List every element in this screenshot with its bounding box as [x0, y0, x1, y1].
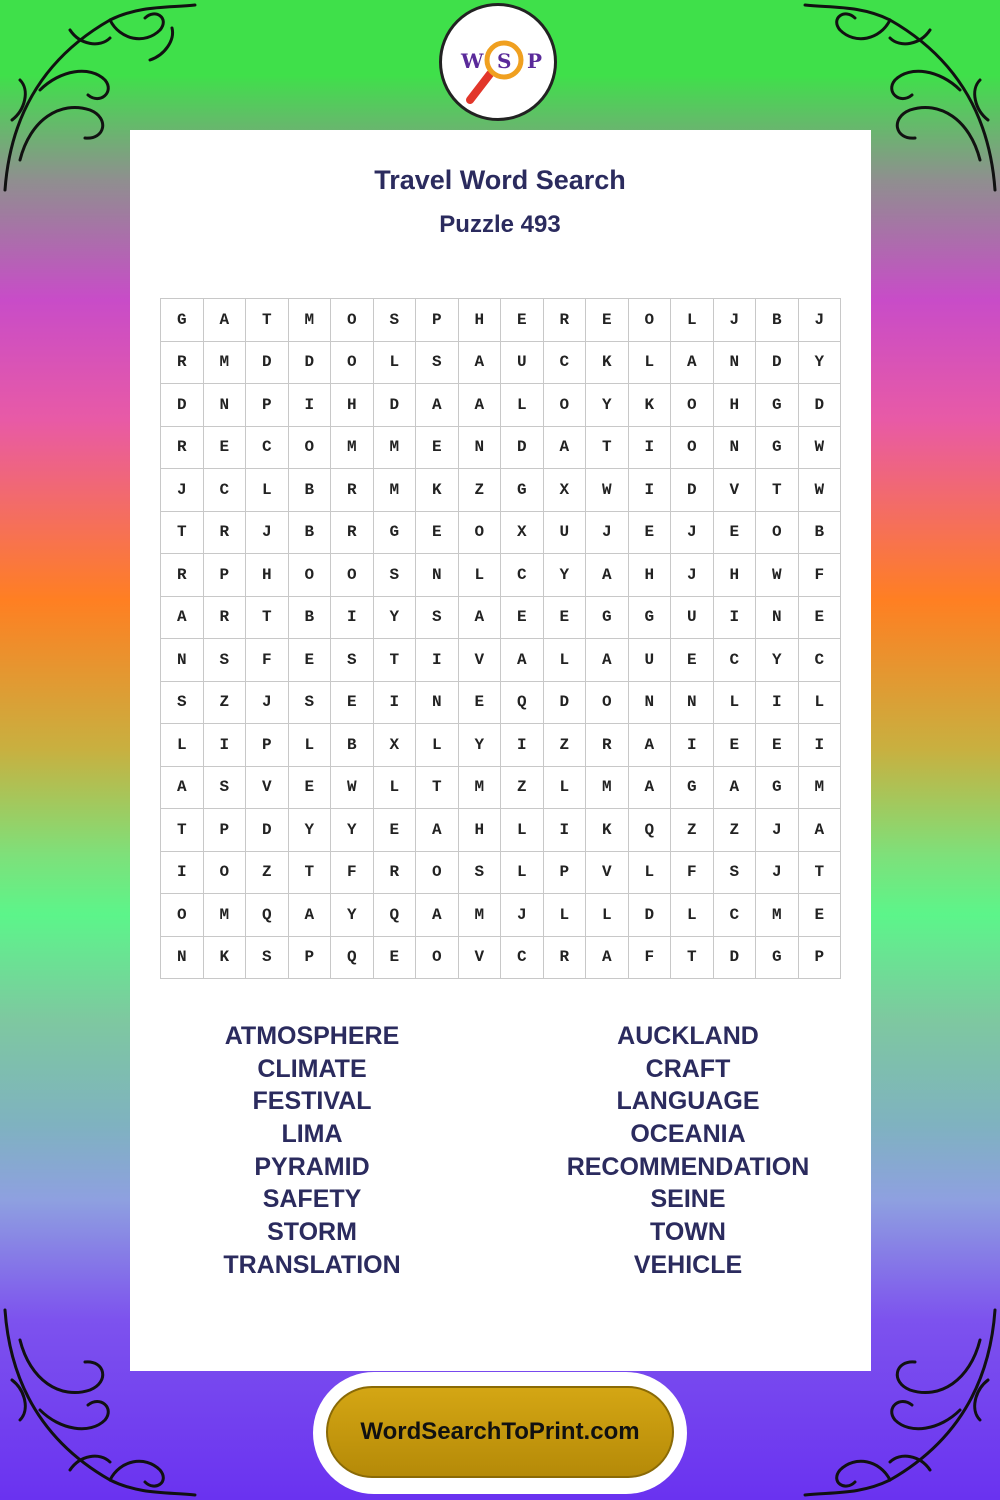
grid-cell[interactable]: G — [629, 597, 672, 640]
grid-cell[interactable]: G — [586, 597, 629, 640]
grid-cell[interactable]: M — [586, 767, 629, 810]
grid-cell[interactable]: I — [799, 724, 842, 767]
grid-cell[interactable]: O — [204, 852, 247, 895]
grid-cell[interactable]: M — [289, 299, 332, 342]
grid-cell[interactable]: N — [459, 427, 502, 470]
grid-cell[interactable]: S — [161, 682, 204, 725]
grid-cell[interactable]: G — [161, 299, 204, 342]
grid-cell[interactable]: W — [586, 469, 629, 512]
grid-cell[interactable]: L — [586, 894, 629, 937]
grid-cell[interactable]: D — [501, 427, 544, 470]
grid-cell[interactable]: K — [586, 809, 629, 852]
grid-cell[interactable]: D — [671, 469, 714, 512]
grid-cell[interactable]: N — [416, 554, 459, 597]
grid-cell[interactable]: E — [289, 767, 332, 810]
word-list-item: CLIMATE — [257, 1054, 367, 1083]
grid-cell[interactable]: R — [161, 554, 204, 597]
grid-cell[interactable]: P — [204, 809, 247, 852]
grid-cell[interactable]: E — [416, 512, 459, 555]
grid-cell[interactable]: S — [204, 767, 247, 810]
word-list-item: PYRAMID — [254, 1152, 370, 1181]
grid-cell[interactable]: H — [459, 809, 502, 852]
grid-cell[interactable]: L — [799, 682, 842, 725]
grid-cell[interactable]: A — [459, 342, 502, 385]
grid-cell[interactable]: E — [374, 809, 417, 852]
grid-cell[interactable]: D — [246, 342, 289, 385]
word-list-item: SAFETY — [262, 1185, 362, 1214]
grid-cell[interactable]: A — [629, 767, 672, 810]
grid-cell[interactable]: X — [374, 724, 417, 767]
puzzle-number: Puzzle 493 — [439, 211, 561, 238]
grid-cell[interactable]: K — [629, 384, 672, 427]
grid-cell[interactable]: E — [799, 894, 842, 937]
word-list-item: LIMA — [281, 1120, 343, 1149]
grid-cell[interactable]: E — [331, 682, 374, 725]
grid-cell[interactable]: E — [756, 724, 799, 767]
grid-cell[interactable]: E — [416, 427, 459, 470]
grid-cell[interactable]: M — [331, 427, 374, 470]
grid-cell[interactable]: U — [501, 342, 544, 385]
grid-cell[interactable]: M — [204, 894, 247, 937]
grid-cell[interactable]: L — [629, 342, 672, 385]
grid-cell[interactable]: U — [671, 597, 714, 640]
grid-cell[interactable]: U — [629, 639, 672, 682]
grid-cell[interactable]: C — [246, 427, 289, 470]
grid-cell[interactable]: P — [289, 937, 332, 980]
grid-cell[interactable]: M — [799, 767, 842, 810]
logo-letter-p: P — [527, 49, 543, 73]
grid-cell[interactable]: Z — [246, 852, 289, 895]
grid-cell[interactable]: A — [544, 427, 587, 470]
magnifier-icon — [448, 12, 548, 112]
grid-cell[interactable]: Q — [246, 894, 289, 937]
grid-cell[interactable]: Q — [629, 809, 672, 852]
grid-cell[interactable]: M — [459, 894, 502, 937]
grid-cell[interactable]: W — [799, 427, 842, 470]
grid-cell[interactable]: A — [161, 597, 204, 640]
grid-cell[interactable]: J — [756, 809, 799, 852]
grid-cell[interactable]: E — [544, 597, 587, 640]
grid-cell[interactable]: A — [586, 937, 629, 980]
grid-cell[interactable]: V — [586, 852, 629, 895]
grid-cell[interactable]: I — [416, 639, 459, 682]
grid-cell[interactable]: N — [204, 384, 247, 427]
grid-cell[interactable]: I — [756, 682, 799, 725]
grid-cell[interactable]: D — [374, 384, 417, 427]
grid-cell[interactable]: L — [501, 809, 544, 852]
grid-cell[interactable]: B — [289, 512, 332, 555]
grid-cell[interactable]: R — [544, 937, 587, 980]
grid-cell[interactable]: I — [714, 597, 757, 640]
grid-cell[interactable]: A — [204, 299, 247, 342]
word-list-right — [528, 1020, 848, 1282]
grid-cell[interactable]: R — [374, 852, 417, 895]
grid-cell[interactable]: O — [331, 342, 374, 385]
grid-cell[interactable]: J — [586, 512, 629, 555]
grid-cell[interactable]: M — [374, 427, 417, 470]
grid-cell[interactable]: G — [756, 937, 799, 980]
grid-cell[interactable]: P — [799, 937, 842, 980]
grid-cell[interactable]: E — [586, 299, 629, 342]
grid-cell[interactable]: Z — [671, 809, 714, 852]
grid-cell[interactable]: I — [204, 724, 247, 767]
grid-cell[interactable]: Q — [501, 682, 544, 725]
grid-cell[interactable]: H — [459, 299, 502, 342]
grid-cell[interactable]: P — [246, 724, 289, 767]
grid-cell[interactable]: M — [204, 342, 247, 385]
grid-cell[interactable]: R — [204, 597, 247, 640]
grid-cell[interactable]: A — [459, 597, 502, 640]
grid-cell[interactable]: L — [501, 852, 544, 895]
grid-cell[interactable]: E — [799, 597, 842, 640]
grid-cell[interactable]: O — [671, 384, 714, 427]
logo-letter-s: S — [497, 49, 512, 73]
site-logo[interactable] — [439, 3, 557, 121]
grid-cell[interactable]: D — [756, 342, 799, 385]
grid-cell[interactable]: L — [544, 894, 587, 937]
grid-cell[interactable]: B — [756, 299, 799, 342]
word-list-item: CRAFT — [645, 1054, 731, 1083]
grid-cell[interactable]: D — [289, 342, 332, 385]
grid-cell[interactable]: C — [204, 469, 247, 512]
grid-cell[interactable]: O — [629, 299, 672, 342]
grid-cell[interactable]: T — [246, 299, 289, 342]
grid-cell[interactable]: V — [459, 937, 502, 980]
grid-cell[interactable]: P — [544, 852, 587, 895]
grid-cell[interactable]: C — [714, 639, 757, 682]
grid-cell[interactable]: J — [161, 469, 204, 512]
grid-cell[interactable]: R — [331, 469, 374, 512]
grid-cell[interactable]: T — [799, 852, 842, 895]
grid-cell[interactable]: I — [501, 724, 544, 767]
grid-cell[interactable]: L — [289, 724, 332, 767]
grid-cell[interactable]: H — [331, 384, 374, 427]
grid-cell[interactable]: D — [629, 894, 672, 937]
grid-cell[interactable]: N — [714, 342, 757, 385]
grid-cell[interactable]: K — [586, 342, 629, 385]
grid-cell[interactable]: J — [756, 852, 799, 895]
grid-cell[interactable]: A — [416, 809, 459, 852]
grid-cell[interactable]: K — [204, 937, 247, 980]
grid-cell[interactable]: S — [204, 639, 247, 682]
grid-cell[interactable]: W — [799, 469, 842, 512]
grid-cell[interactable]: Y — [459, 724, 502, 767]
grid-cell[interactable]: A — [289, 894, 332, 937]
grid-cell[interactable]: L — [544, 639, 587, 682]
grid-cell[interactable]: N — [161, 937, 204, 980]
word-list-item: STORM — [267, 1218, 357, 1247]
logo-letter-w: W — [461, 49, 484, 73]
grid-cell[interactable]: O — [416, 937, 459, 980]
grid-cell[interactable]: E — [374, 937, 417, 980]
grid-cell[interactable]: O — [161, 894, 204, 937]
grid-cell[interactable]: A — [416, 894, 459, 937]
grid-cell[interactable]: Z — [204, 682, 247, 725]
site-link-button[interactable]: WordSearchToPrint.com — [326, 1386, 674, 1478]
grid-cell[interactable]: O — [544, 384, 587, 427]
word-list-item: TOWN — [650, 1218, 726, 1247]
grid-cell[interactable]: A — [714, 767, 757, 810]
page-title: Travel Word Search — [374, 165, 626, 195]
grid-cell[interactable]: N — [629, 682, 672, 725]
grid-cell[interactable]: I — [374, 682, 417, 725]
grid-cell[interactable]: N — [756, 597, 799, 640]
grid-cell[interactable]: L — [374, 342, 417, 385]
grid-cell[interactable]: M — [374, 469, 417, 512]
grid-cell[interactable]: B — [289, 597, 332, 640]
grid-cell[interactable]: I — [331, 597, 374, 640]
grid-cell[interactable]: L — [459, 554, 502, 597]
grid-cell[interactable]: A — [629, 724, 672, 767]
grid-cell[interactable]: F — [799, 554, 842, 597]
grid-cell[interactable]: N — [671, 682, 714, 725]
grid-cell[interactable]: O — [289, 427, 332, 470]
grid-cell[interactable]: B — [289, 469, 332, 512]
word-list-item: RECOMMENDATION — [566, 1152, 810, 1181]
grid-cell[interactable]: T — [756, 469, 799, 512]
grid-cell[interactable]: Z — [714, 809, 757, 852]
word-list-item: VEHICLE — [633, 1250, 743, 1279]
grid-cell[interactable]: T — [289, 852, 332, 895]
grid-cell[interactable]: S — [374, 299, 417, 342]
grid-cell[interactable]: S — [374, 554, 417, 597]
grid-cell[interactable]: D — [246, 809, 289, 852]
grid-cell[interactable]: E — [501, 597, 544, 640]
letter-grid — [160, 298, 841, 979]
grid-cell[interactable]: E — [714, 724, 757, 767]
grid-cell[interactable]: F — [331, 852, 374, 895]
grid-cell[interactable]: Y — [586, 384, 629, 427]
grid-cell[interactable]: V — [459, 639, 502, 682]
grid-cell[interactable]: M — [756, 894, 799, 937]
grid-cell[interactable]: N — [161, 639, 204, 682]
grid-cell[interactable]: Y — [331, 894, 374, 937]
grid-cell[interactable]: S — [246, 937, 289, 980]
grid-cell[interactable]: H — [629, 554, 672, 597]
grid-cell[interactable]: G — [501, 469, 544, 512]
grid-cell[interactable]: Y — [544, 554, 587, 597]
grid-cell[interactable]: L — [629, 852, 672, 895]
grid-cell[interactable]: E — [204, 427, 247, 470]
grid-cell[interactable]: E — [714, 512, 757, 555]
grid-cell[interactable]: P — [246, 384, 289, 427]
grid-cell[interactable]: X — [544, 469, 587, 512]
grid-cell[interactable]: A — [671, 342, 714, 385]
grid-cell[interactable]: M — [459, 767, 502, 810]
grid-cell[interactable]: A — [459, 384, 502, 427]
grid-cell[interactable]: Z — [459, 469, 502, 512]
grid-cell[interactable]: N — [416, 682, 459, 725]
grid-cell[interactable]: O — [416, 852, 459, 895]
grid-cell[interactable]: L — [246, 469, 289, 512]
grid-cell[interactable]: P — [416, 299, 459, 342]
grid-cell[interactable]: S — [289, 682, 332, 725]
grid-cell[interactable]: C — [714, 894, 757, 937]
grid-cell[interactable]: L — [501, 384, 544, 427]
grid-cell[interactable]: J — [671, 554, 714, 597]
grid-cell[interactable]: T — [161, 512, 204, 555]
grid-cell[interactable]: F — [629, 937, 672, 980]
grid-cell[interactable]: W — [331, 767, 374, 810]
grid-cell[interactable]: O — [756, 512, 799, 555]
word-list-item: FESTIVAL — [252, 1087, 372, 1116]
grid-cell[interactable]: G — [756, 767, 799, 810]
grid-cell[interactable]: Z — [501, 767, 544, 810]
grid-cell[interactable]: P — [204, 554, 247, 597]
grid-cell[interactable]: Y — [756, 639, 799, 682]
grid-cell[interactable]: D — [544, 682, 587, 725]
grid-cell[interactable]: R — [544, 299, 587, 342]
grid-cell[interactable]: H — [714, 554, 757, 597]
grid-cell[interactable]: L — [416, 724, 459, 767]
grid-cell[interactable]: D — [799, 384, 842, 427]
grid-cell[interactable]: T — [671, 937, 714, 980]
grid-cell[interactable]: X — [501, 512, 544, 555]
word-list-item: ATMOSPHERE — [224, 1022, 400, 1050]
grid-cell[interactable]: R — [331, 512, 374, 555]
grid-cell[interactable]: T — [246, 597, 289, 640]
grid-cell[interactable]: J — [501, 894, 544, 937]
grid-cell[interactable]: S — [416, 597, 459, 640]
grid-cell[interactable]: R — [161, 342, 204, 385]
grid-cell[interactable]: N — [714, 427, 757, 470]
word-list-item: TRANSLATION — [223, 1250, 401, 1279]
grid-cell[interactable]: O — [331, 554, 374, 597]
grid-cell[interactable]: I — [289, 384, 332, 427]
word-list-item: LANGUAGE — [616, 1087, 760, 1116]
grid-cell[interactable]: D — [714, 937, 757, 980]
grid-cell[interactable]: K — [416, 469, 459, 512]
grid-cell[interactable]: I — [544, 809, 587, 852]
grid-cell[interactable]: R — [204, 512, 247, 555]
grid-cell[interactable]: B — [331, 724, 374, 767]
grid-cell[interactable]: C — [501, 554, 544, 597]
grid-cell[interactable]: Y — [331, 809, 374, 852]
grid-cell[interactable]: O — [289, 554, 332, 597]
grid-cell[interactable]: Y — [374, 597, 417, 640]
grid-cell[interactable]: O — [671, 427, 714, 470]
grid-cell[interactable]: A — [501, 639, 544, 682]
grid-cell[interactable]: Q — [331, 937, 374, 980]
grid-cell[interactable]: I — [629, 427, 672, 470]
grid-cell[interactable]: Y — [799, 342, 842, 385]
grid-cell[interactable]: S — [714, 852, 757, 895]
grid-cell[interactable]: T — [586, 427, 629, 470]
grid-cell[interactable]: J — [246, 682, 289, 725]
grid-cell[interactable]: J — [799, 299, 842, 342]
grid-cell[interactable]: L — [671, 894, 714, 937]
grid-cell[interactable]: O — [459, 512, 502, 555]
grid-cell[interactable]: G — [756, 427, 799, 470]
grid-cell[interactable]: R — [586, 724, 629, 767]
grid-cell[interactable]: L — [714, 682, 757, 725]
grid-cell[interactable]: A — [799, 809, 842, 852]
grid-cell[interactable]: L — [671, 299, 714, 342]
grid-cell[interactable]: J — [671, 512, 714, 555]
grid-cell[interactable]: Z — [544, 724, 587, 767]
word-list-item: OCEANIA — [630, 1120, 746, 1149]
grid-cell[interactable]: H — [714, 384, 757, 427]
grid-cell[interactable]: A — [161, 767, 204, 810]
grid-cell[interactable]: Q — [374, 894, 417, 937]
grid-cell[interactable]: E — [289, 639, 332, 682]
grid-cell[interactable]: G — [374, 512, 417, 555]
grid-cell[interactable]: R — [161, 427, 204, 470]
word-list-item: AUCKLAND — [617, 1022, 759, 1050]
grid-cell[interactable]: I — [161, 852, 204, 895]
grid-cell[interactable]: C — [544, 342, 587, 385]
grid-cell[interactable]: L — [544, 767, 587, 810]
grid-cell[interactable]: G — [671, 767, 714, 810]
grid-cell[interactable]: D — [161, 384, 204, 427]
grid-cell[interactable]: O — [586, 682, 629, 725]
grid-cell[interactable]: V — [714, 469, 757, 512]
grid-cell[interactable]: G — [756, 384, 799, 427]
grid-cell[interactable]: S — [459, 852, 502, 895]
grid-cell[interactable]: T — [374, 639, 417, 682]
grid-cell[interactable]: S — [416, 342, 459, 385]
word-list-left — [152, 1020, 472, 1282]
grid-cell[interactable]: T — [161, 809, 204, 852]
grid-cell[interactable]: J — [714, 299, 757, 342]
grid-cell[interactable]: T — [416, 767, 459, 810]
grid-cell[interactable]: E — [671, 639, 714, 682]
grid-cell[interactable]: S — [331, 639, 374, 682]
grid-cell[interactable]: H — [246, 554, 289, 597]
grid-cell[interactable]: C — [501, 937, 544, 980]
grid-cell[interactable]: I — [671, 724, 714, 767]
grid-cell[interactable]: E — [629, 512, 672, 555]
grid-cell[interactable]: C — [799, 639, 842, 682]
grid-cell[interactable]: I — [629, 469, 672, 512]
grid-cell[interactable]: L — [161, 724, 204, 767]
grid-cell[interactable]: A — [586, 639, 629, 682]
word-list-item: SEINE — [650, 1185, 726, 1214]
grid-cell[interactable]: F — [671, 852, 714, 895]
grid-cell[interactable]: E — [501, 299, 544, 342]
grid-cell[interactable]: W — [756, 554, 799, 597]
grid-cell[interactable]: B — [799, 512, 842, 555]
grid-cell[interactable]: L — [374, 767, 417, 810]
grid-cell[interactable]: J — [246, 512, 289, 555]
grid-cell[interactable]: U — [544, 512, 587, 555]
grid-cell[interactable]: F — [246, 639, 289, 682]
grid-cell[interactable]: A — [586, 554, 629, 597]
grid-cell[interactable]: A — [416, 384, 459, 427]
grid-cell[interactable]: Y — [289, 809, 332, 852]
grid-cell[interactable]: E — [459, 682, 502, 725]
grid-cell[interactable]: O — [331, 299, 374, 342]
grid-cell[interactable]: V — [246, 767, 289, 810]
